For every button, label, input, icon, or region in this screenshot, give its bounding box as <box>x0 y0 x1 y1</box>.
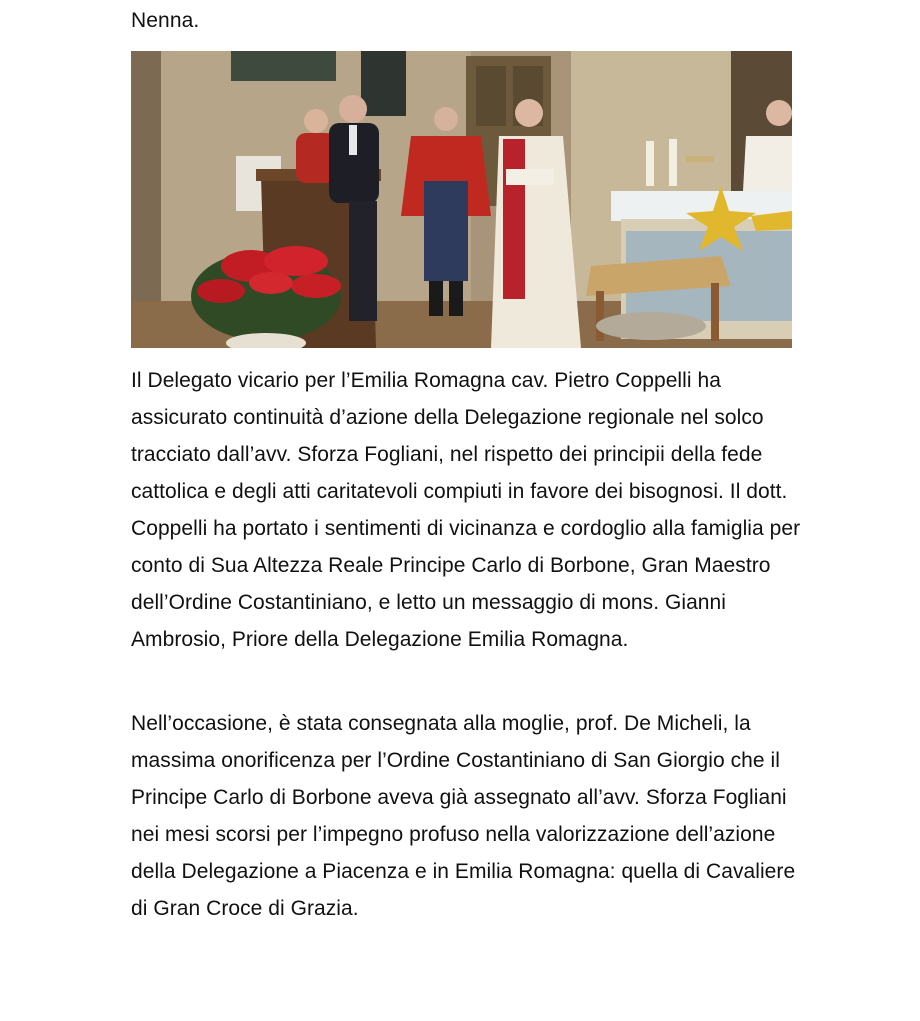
paragraph-delegate-vicar: Il Delegato vicario per l’Emilia Romagna cav. Pietro Coppelli ha assicurato continuità d’azione della Delegazione regionale nel solco tracciato dall’avv. Sforza Fogliani, nel rispetto dei principii della fede cattolica e degli atti caritatevoli compiuti in favore dei bisognosi. Il dott. Coppelli ha portato i sentimenti di vicinanza e cordoglio alla famiglia per conto di Sua Altezza Reale Principe Carlo di Borbone, Gran Maestro dell’Ordine Costantiniano, e letto un messaggio di mons. Gianni Ambrosio, Priore della Delegazione Emilia Romagna. <box>131 369 801 651</box>
paragraph-award: Nell’occasione, è stata consegnata alla moglie, prof. De Micheli, la massima onorificenza per l’Ordine Costantiniano di San Giorgio che il Principe Carlo di Borbone aveva già assegnato all’avv. Sforza Fogliani nei mesi scorsi per l’impegno profuso nella valorizzazione dell’azione della Delegazione a Piacenza e in Emilia Romagna: quella di Cavaliere di Gran Croce di Grazia. <box>131 712 796 920</box>
ceremony-photo <box>131 51 792 348</box>
continued-text-line: Nenna. <box>131 9 200 32</box>
ceremony-photo-illustration <box>131 51 792 348</box>
